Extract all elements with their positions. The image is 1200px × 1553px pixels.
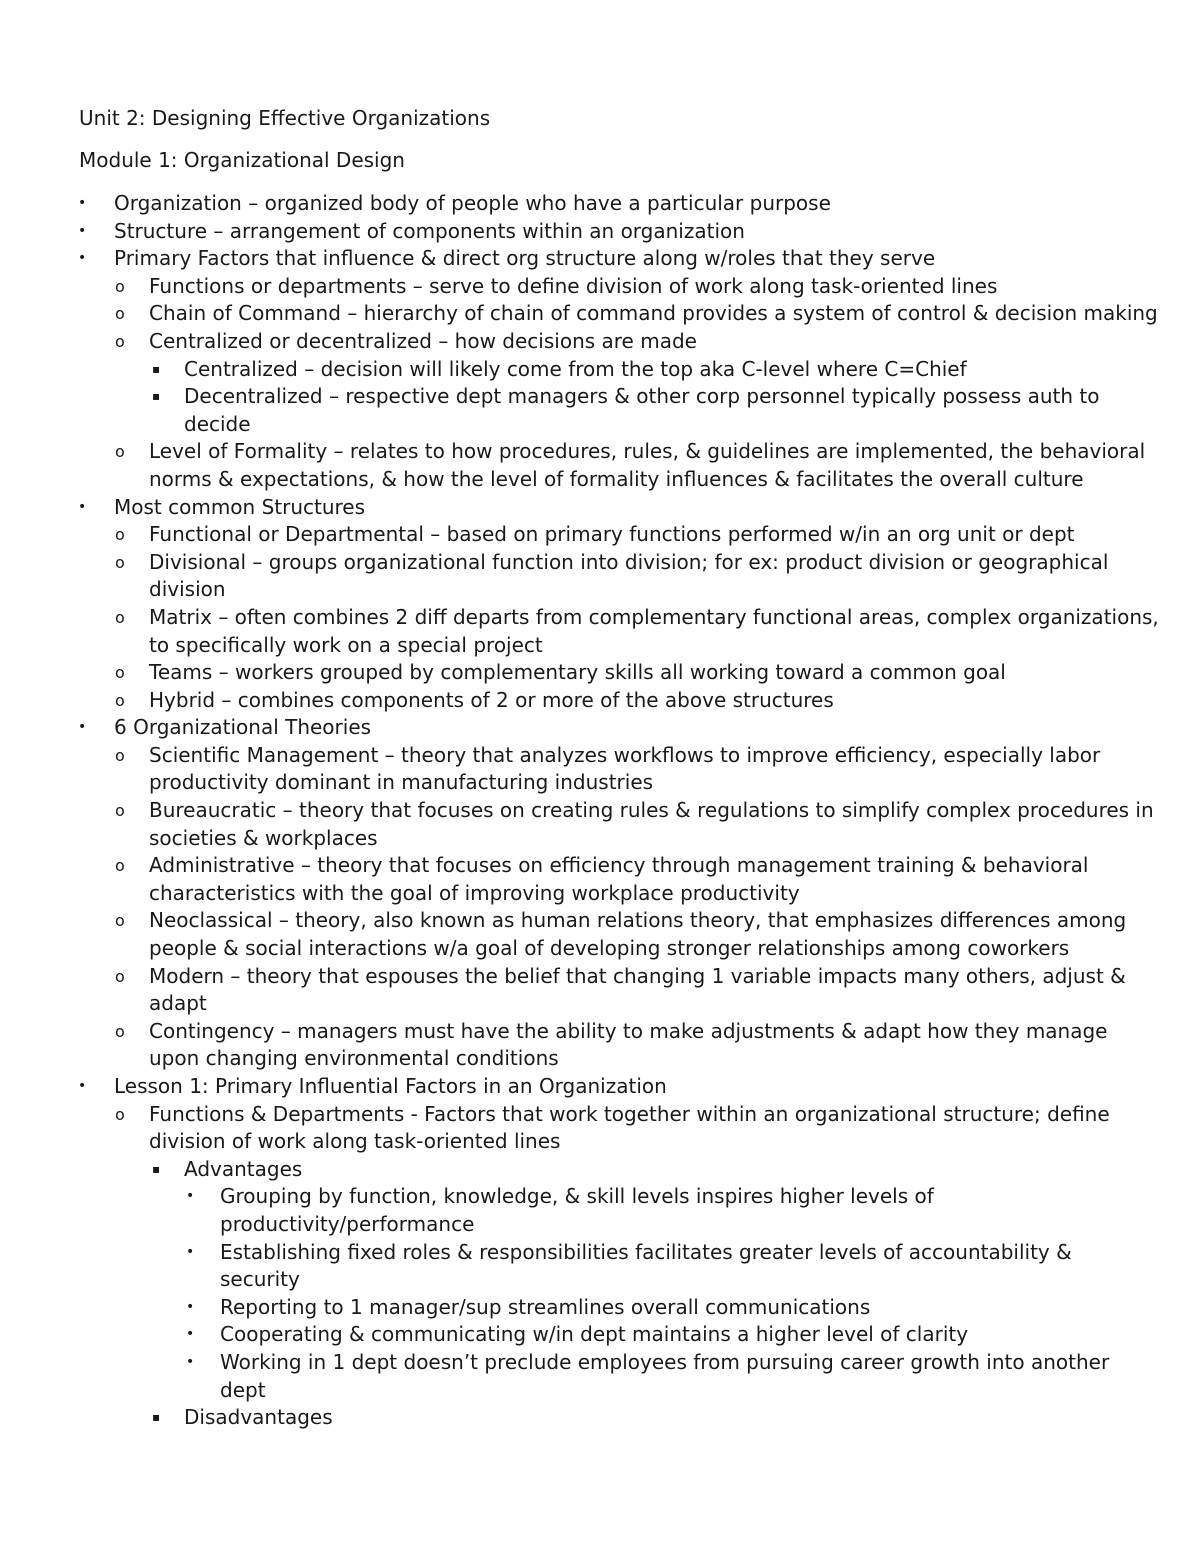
list-item xyxy=(0,1294,1200,1322)
bullet-marker: • xyxy=(78,250,87,267)
list-item-text: Matrix – often combines 2 diff departs from complementary functional areas, complex organizations, to specifically work on a special project xyxy=(149,604,1159,657)
bullet-marker: • xyxy=(78,1078,87,1094)
bullet-marker: o xyxy=(115,801,125,821)
list-item-text: Advantages xyxy=(184,1156,303,1181)
list-item xyxy=(0,742,1200,797)
bullet-marker: • xyxy=(186,1188,195,1205)
list-item xyxy=(0,852,1200,907)
bullet-marker: o xyxy=(115,525,125,545)
list-item-text: Level of Formality – relates to how procedures, rules, & guidelines are implemented, the behavioral norms & expectations, & how the level of formality influences & facilitates the overall culture xyxy=(149,439,1146,491)
list-item-text: Establishing fixed roles & responsibilities facilitates greater levels of accountability & security xyxy=(220,1239,1072,1292)
list-item xyxy=(0,963,1200,1018)
list-item-text: Disadvantages xyxy=(184,1405,333,1430)
list-item-text: Divisional – groups organizational function into division; for ex: product division or geographical division xyxy=(149,549,1109,602)
list-item xyxy=(0,245,1200,273)
list-item xyxy=(0,1183,1200,1238)
list-item xyxy=(0,687,1200,715)
bullet-marker: o xyxy=(115,304,125,324)
bullet-marker: • xyxy=(186,1243,195,1260)
list-item xyxy=(0,1321,1200,1349)
list-item-text: Decentralized – respective dept managers & other corp personnel typically possess auth to decide xyxy=(184,384,1100,436)
list-item xyxy=(0,659,1200,687)
bullet-marker: o xyxy=(115,911,125,931)
list-item xyxy=(0,549,1200,604)
list-item-text: Grouping by function, knowledge, & skill levels inspires higher levels of productivity/performance xyxy=(220,1184,934,1236)
list-item xyxy=(0,1349,1200,1404)
list-item-text: Centralized – decision will likely come from the top aka C-level where C=Chief xyxy=(184,356,967,381)
list-item xyxy=(0,218,1200,246)
list-item-text: Bureaucratic – theory that focuses on creating rules & regulations to simplify complex procedures in societies & workplaces xyxy=(149,798,1154,850)
list-item-text: Modern – theory that espouses the belief that changing 1 variable impacts many others, adjust & adapt xyxy=(149,963,1126,1016)
list-item-text: Centralized or decentralized – how decisions are made xyxy=(149,328,697,353)
bullet-marker: • xyxy=(78,498,87,515)
list-item-text: Contingency – managers must have the ability to make adjustments & adapt how they manage upon changing environmental conditions xyxy=(149,1018,1108,1071)
bullet-marker: o xyxy=(115,331,125,351)
list-item xyxy=(0,438,1200,493)
list-item-text: Organization – organized body of people who have a particular purpose xyxy=(114,191,831,215)
list-item-text: Lesson 1: Primary Influential Factors in an Organization xyxy=(114,1074,667,1098)
list-item-text: Most common Structures xyxy=(114,494,366,519)
unit-title: Unit 2: Designing Effective Organizations xyxy=(79,106,491,130)
list-item-text: 6 Organizational Theories xyxy=(114,715,372,740)
bullet-marker: o xyxy=(115,745,125,765)
bullet-marker: • xyxy=(78,719,87,736)
bullet-marker: o xyxy=(115,856,125,876)
bullet-marker: • xyxy=(186,1298,195,1315)
bullet-marker: • xyxy=(78,195,87,211)
list-item-text: Teams – workers grouped by complementary skills all working toward a common goal xyxy=(149,660,1006,685)
bullet-marker: o xyxy=(115,1104,125,1124)
list-item xyxy=(0,1018,1200,1073)
list-item-text: Primary Factors that influence & direct org structure along w/roles that they serve xyxy=(114,246,936,271)
list-item-text: Functions or departments – serve to define division of work along task-oriented lines xyxy=(149,273,998,298)
list-item-text: Scientific Management – theory that analyzes workflows to improve efficiency, especially labor productivity dominant in manufacturing industries xyxy=(149,742,1101,795)
bullet-marker: o xyxy=(115,442,125,462)
list-item xyxy=(0,521,1200,549)
list-item xyxy=(0,1404,1200,1432)
bullet-marker: • xyxy=(78,222,87,239)
list-item xyxy=(0,190,1200,218)
bullet-marker: • xyxy=(186,1353,195,1370)
bullet-marker: o xyxy=(115,607,125,627)
bullet-marker: o xyxy=(115,1021,125,1041)
bullet-marker: o xyxy=(115,552,125,572)
list-item xyxy=(0,1101,1200,1156)
list-item xyxy=(0,1073,1200,1101)
list-item-text: Hybrid – combines components of 2 or more of the above structures xyxy=(149,687,834,712)
list-item xyxy=(0,797,1200,852)
list-item xyxy=(0,383,1200,438)
list-item-text: Functions & Departments - Factors that work together within an organizational structure; define division of work along task-oriented lines xyxy=(149,1101,1110,1154)
list-item-text: Reporting to 1 manager/sup streamlines overall communications xyxy=(220,1294,871,1319)
bullet-marker: o xyxy=(115,663,125,683)
list-item xyxy=(0,300,1200,328)
bullet-marker: o xyxy=(115,966,125,986)
list-item-text: Neoclassical – theory, also known as human relations theory, that emphasizes differences among people & social interactions w/a goal of developing stronger relationships among coworkers xyxy=(149,908,1127,961)
bullet-marker: ▪ xyxy=(152,389,161,404)
list-item-text: Chain of Command – hierarchy of chain of command provides a system of control & decision making xyxy=(149,301,1158,326)
list-item xyxy=(0,328,1200,356)
list-item xyxy=(0,714,1200,742)
list-item xyxy=(0,356,1200,384)
bullet-marker: ▪ xyxy=(152,1410,161,1425)
list-item-text: Cooperating & communicating w/in dept maintains a higher level of clarity xyxy=(220,1322,969,1347)
list-item-text: Functional or Departmental – based on primary functions performed w/in an org unit or dept xyxy=(149,522,1075,547)
module-title: Module 1: Organizational Design xyxy=(79,148,405,172)
list-item xyxy=(0,907,1200,962)
bullet-marker: ▪ xyxy=(152,1161,161,1176)
list-item xyxy=(0,494,1200,522)
list-item xyxy=(0,604,1200,659)
bullet-marker: o xyxy=(115,276,125,296)
bullet-marker: o xyxy=(115,690,125,710)
list-item xyxy=(0,1156,1200,1184)
list-item xyxy=(0,273,1200,301)
outline-list xyxy=(0,190,1200,1432)
list-item-text: Structure – arrangement of components within an organization xyxy=(114,218,745,243)
list-item-text: Working in 1 dept doesn’t preclude employees from pursuing career growth into another dept xyxy=(220,1349,1110,1402)
bullet-marker: • xyxy=(186,1326,195,1343)
list-item-text: Administrative – theory that focuses on efficiency through management training & behavioral characteristics with the goal of improving workplace productivity xyxy=(149,853,1089,905)
bullet-marker: ▪ xyxy=(152,361,161,376)
list-item xyxy=(0,1239,1200,1294)
